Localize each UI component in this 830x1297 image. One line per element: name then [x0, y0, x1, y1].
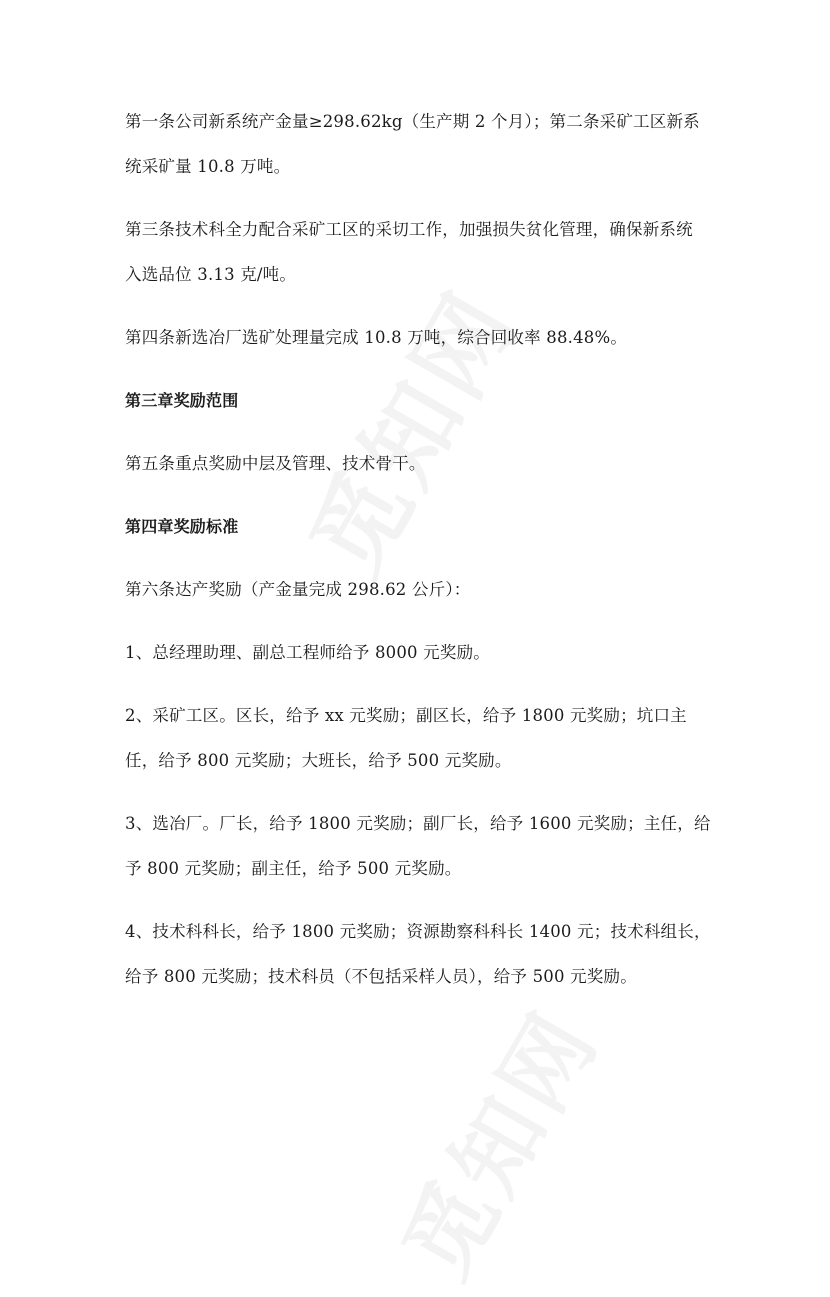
list-item-line: 2、采矿工区。区长，给予 xx 元奖励；副区长，给予 1800 元奖励；坑口主 [125, 706, 687, 725]
list-item-line: 予 800 元奖励；副主任，给予 500 元奖励。 [125, 859, 462, 878]
paragraph-line: 第一条公司新系统产金量≥298.62kg（生产期 2 个月）；第二条采矿工区新系 [125, 112, 700, 131]
paragraph-line: 入选品位 3.13 克/吨。 [125, 265, 297, 284]
list-item-line: 3、选冶厂。厂长，给予 1800 元奖励；副厂长，给予 1600 元奖励；主任，给 [125, 814, 711, 833]
paragraph-line: 第四条新选冶厂选矿处理量完成 10.8 万吨，综合回收率 88.48%。 [125, 328, 628, 347]
list-item-line: 任，给予 800 元奖励；大班长，给予 500 元奖励。 [125, 751, 512, 770]
paragraph-line: 第六条达产奖励（产金量完成 298.62 公斤）： [125, 580, 471, 599]
watermark-logo [272, 262, 544, 596]
list-item-line: 给予 800 元奖励；技术科员（不包括采样人员），给予 500 元奖励。 [125, 967, 637, 986]
paragraph-line: 统采矿量 10.8 万吨。 [125, 157, 291, 176]
chapter-heading: 第三章奖励范围 [125, 391, 239, 410]
chapter-heading: 第四章奖励标准 [125, 517, 239, 536]
list-item-line: 1、总经理助理、副总工程师给予 8000 元奖励。 [125, 643, 490, 662]
list-item-line: 4、技术科科长，给予 1800 元奖励；资源勘察科科长 1400 元；技术科组长， [125, 922, 711, 941]
paragraph-line: 第三条技术科全力配合采矿工区的采切工作，加强损失贫化管理，确保新系统 [125, 220, 693, 239]
paragraph-line: 第五条重点奖励中层及管理、技术骨干。 [125, 454, 426, 473]
watermark-logo [366, 983, 623, 1297]
